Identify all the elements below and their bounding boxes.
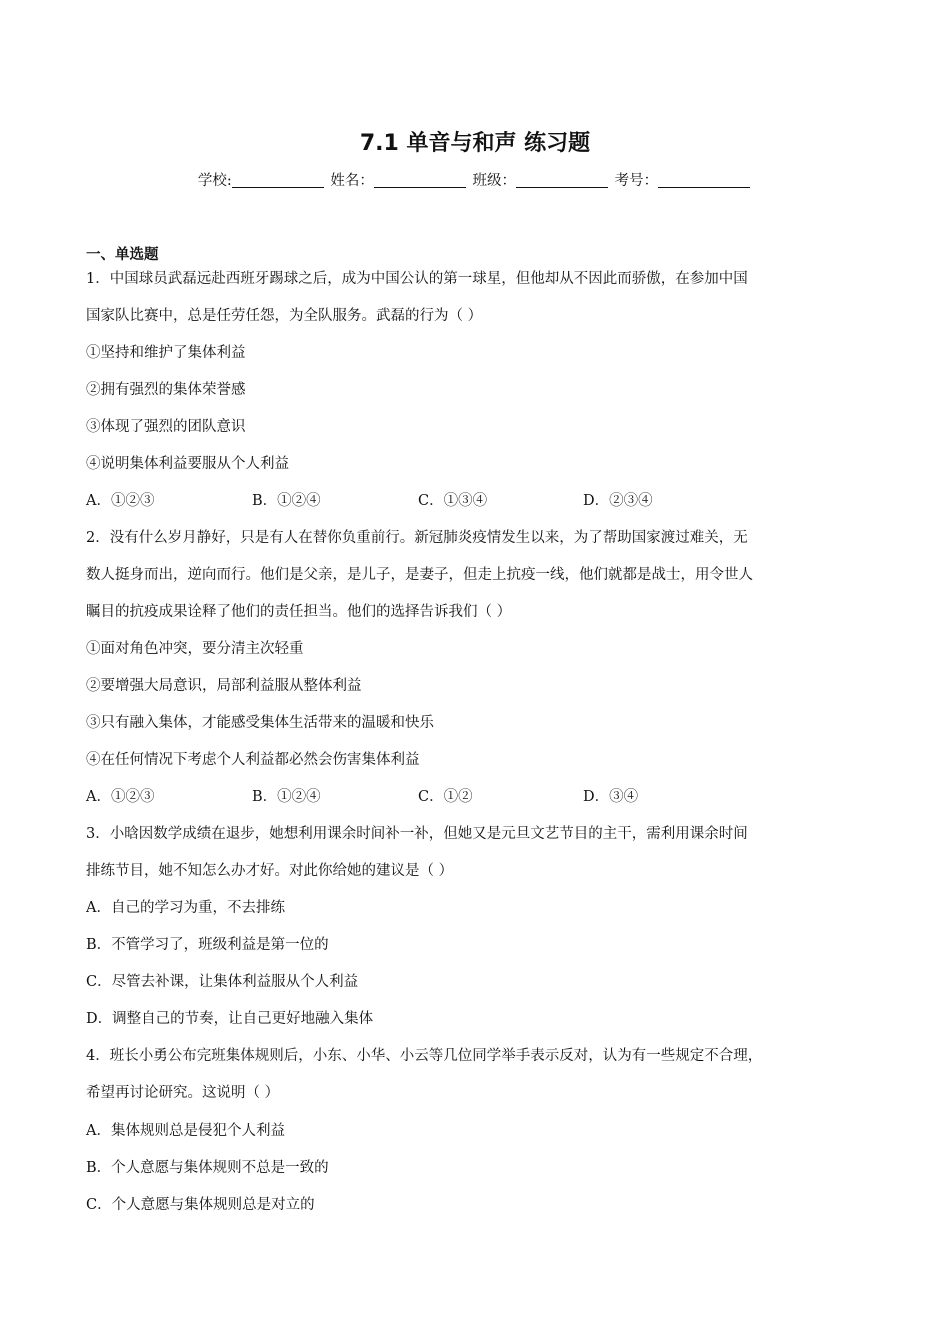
q1-stem-line-1: 1．中国球员武磊远赴西班牙踢球之后，成为中国公认的第一球星，但他却从不因此而骄傲，在参加中国: [86, 271, 748, 287]
q2-stem-line-1: 2．没有什么岁月静好，只是有人在替你负重前行。新冠肺炎疫情发生以来，为了帮助国家渡过难关，无: [86, 530, 748, 546]
q1-stem-line-2: 国家队比赛中，总是任劳任怨，为全队服务。武磊的行为（ ）: [86, 308, 483, 324]
school-label: 学校:: [197, 173, 232, 189]
q4-stem-line-2: 希望再讨论研究。这说明（ ）: [86, 1085, 280, 1101]
q2-option-b[interactable]: B．①②④: [252, 789, 321, 805]
q3-stem-line-2: 排练节目，她不知怎么办才好。对此你给她的建议是（ ）: [86, 863, 454, 879]
q1-item-4: ④说明集体利益要服从个人利益: [86, 456, 289, 472]
class-blank[interactable]: [516, 171, 608, 188]
student-info-row: [0, 170, 950, 192]
q2-stem-line-2: 数人挺身而出，逆向而行。他们是父亲，是儿子，是妻子，但走上抗疫一线，他们就都是战士，用令世人: [86, 567, 753, 583]
section-heading: 一、单选题: [86, 247, 159, 263]
q2-item-2: ②要增强大局意识，局部利益服从整体利益: [86, 678, 362, 694]
exam-no-blank[interactable]: [658, 171, 750, 188]
q2-item-1: ①面对角色冲突，要分清主次轻重: [86, 641, 304, 657]
name-blank[interactable]: [374, 171, 466, 188]
school-blank[interactable]: [232, 171, 324, 188]
q2-stem-line-3: 瞩目的抗疫成果诠释了他们的责任担当。他们的选择告诉我们（ ）: [86, 604, 512, 620]
q3-option-c[interactable]: C．尽管去补课，让集体利益服从个人利益: [86, 974, 359, 990]
q4-option-a[interactable]: A．集体规则总是侵犯个人利益: [86, 1123, 285, 1139]
q3-option-b[interactable]: B．不管学习了，班级利益是第一位的: [86, 937, 329, 953]
exam-no-label: 考号：: [614, 173, 659, 189]
q4-option-c[interactable]: C．个人意愿与集体规则总是对立的: [86, 1197, 315, 1213]
q4-option-b[interactable]: B．个人意愿与集体规则不总是一致的: [86, 1160, 329, 1176]
q1-item-2: ②拥有强烈的集体荣誉感: [86, 382, 246, 398]
q1-item-1: ①坚持和维护了集体利益: [86, 345, 246, 361]
q1-item-3: ③体现了强烈的团队意识: [86, 419, 246, 435]
q2-item-4: ④在任何情况下考虑个人利益都必然会伤害集体利益: [86, 752, 420, 768]
q4-stem-line-1: 4．班长小勇公布完班集体规则后，小东、小华、小云等几位同学举手表示反对，认为有一些规定不合理，: [86, 1048, 763, 1064]
class-label: 班级：: [472, 173, 516, 189]
q3-stem-line-1: 3．小晗因数学成绩在退步，她想利用课余时间补一补，但她又是元旦文艺节目的主干，需利用课余时间: [86, 826, 748, 842]
q1-option-c[interactable]: C．①③④: [418, 493, 488, 509]
q3-option-d[interactable]: D．调整自己的节奏，让自己更好地融入集体: [86, 1011, 374, 1027]
q2-option-d[interactable]: D．③④: [583, 789, 639, 805]
name-label: 姓名：: [330, 173, 374, 189]
q1-option-a[interactable]: A．①②③: [86, 493, 155, 509]
page-title: 7.1 单音与和声 练习题: [359, 131, 591, 156]
q3-option-a[interactable]: A．自己的学习为重，不去排练: [86, 900, 285, 916]
q1-option-b[interactable]: B．①②④: [252, 493, 321, 509]
q1-option-d[interactable]: D．②③④: [583, 493, 653, 509]
q2-item-3: ③只有融入集体，才能感受集体生活带来的温暖和快乐: [86, 715, 434, 731]
q2-option-c[interactable]: C．①②: [418, 789, 473, 805]
q2-option-a[interactable]: A．①②③: [86, 789, 155, 805]
